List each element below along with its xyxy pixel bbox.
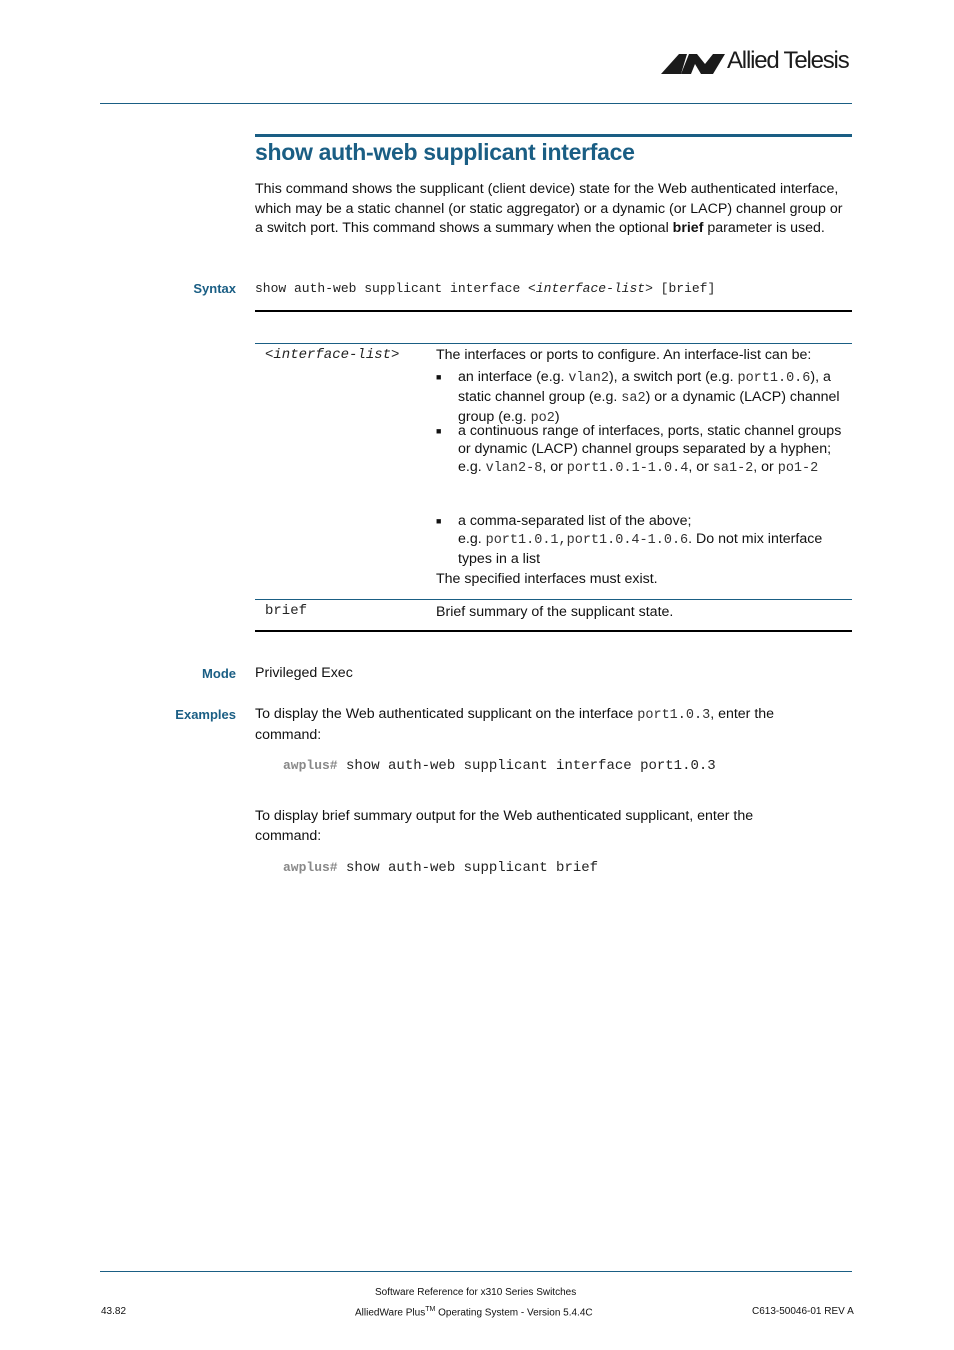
example-1-text: To display the Web authenticated supplicant on the interface port1.0.3, enter the command: — [255, 706, 775, 743]
table-row-rule — [255, 599, 852, 600]
bullet-item: a comma-separated list of the above; e.g. port1.0.1,port1.0.4-1.0.6. Do not mix interface types in a list — [458, 513, 823, 567]
table-header-rule — [255, 343, 852, 344]
footer-doc-title: Software Reference for x310 Series Switches — [375, 1287, 577, 1298]
syntax-command: show auth-web supplicant interface <interface-list> [brief] — [255, 281, 716, 296]
examples-label: Examples — [175, 707, 236, 722]
syntax-label: Syntax — [193, 281, 236, 296]
brand-name: Allied Telesis — [727, 47, 849, 74]
param-interface-list: <interface-list> — [265, 347, 400, 363]
param-interface-list-desc: The interfaces or ports to configure. An interface-list can be: — [436, 347, 812, 363]
param-brief-desc: Brief summary of the supplicant state. — [436, 604, 674, 620]
table-bottom-rule — [255, 630, 852, 632]
footer-rule — [100, 1271, 852, 1272]
param-brief: brief — [265, 603, 308, 619]
intro-paragraph: This command shows the supplicant (client device) state for the Web authenticated interface, which may be a static channel (or static aggregator) or a dynamic (or LACP) channel group or a switch port. This command shows a summary when the optional brief parameter is used. — [255, 181, 843, 236]
bullet-icon: ■ — [436, 516, 442, 526]
param-interface-list-note: The specified interfaces must exist. — [436, 571, 658, 587]
footer-doc-id: C613-50046-01 REV A — [752, 1306, 854, 1317]
table-top-rule — [255, 310, 852, 312]
bullet-item: a continuous range of interfaces, ports, static channel groups or dynamic (LACP) channel groups separated by a hyphen; e.g. vlan2-8, or port1.0.1-1.0.4, or sa1-2, or po1-2 — [458, 423, 842, 476]
mode-label: Mode — [202, 666, 236, 681]
example-2-command: awplus# show auth-web supplicant brief — [283, 860, 599, 876]
page-number: 43.82 — [101, 1306, 127, 1317]
bullet-item: an interface (e.g. vlan2), a switch port (e.g. port1.0.6), a static channel group (e.g. sa2) or a dynamic (LACP) channel group (e.g. po2) — [458, 369, 840, 426]
example-2-text: To display brief summary output for the Web authenticated supplicant, enter the command: — [255, 808, 754, 844]
footer-product: AlliedWare Plus™ Operating System - Version 5.4.4C — [355, 1306, 593, 1319]
page-title: show auth-web supplicant interface — [255, 139, 635, 165]
header-rule — [100, 103, 852, 104]
title-rule — [255, 134, 852, 137]
bullet-icon: ■ — [436, 426, 442, 436]
example-1-command: awplus# show auth-web supplicant interface port1.0.3 — [283, 758, 716, 774]
bullet-icon: ■ — [436, 372, 442, 382]
mode-value: Privileged Exec — [255, 665, 353, 681]
